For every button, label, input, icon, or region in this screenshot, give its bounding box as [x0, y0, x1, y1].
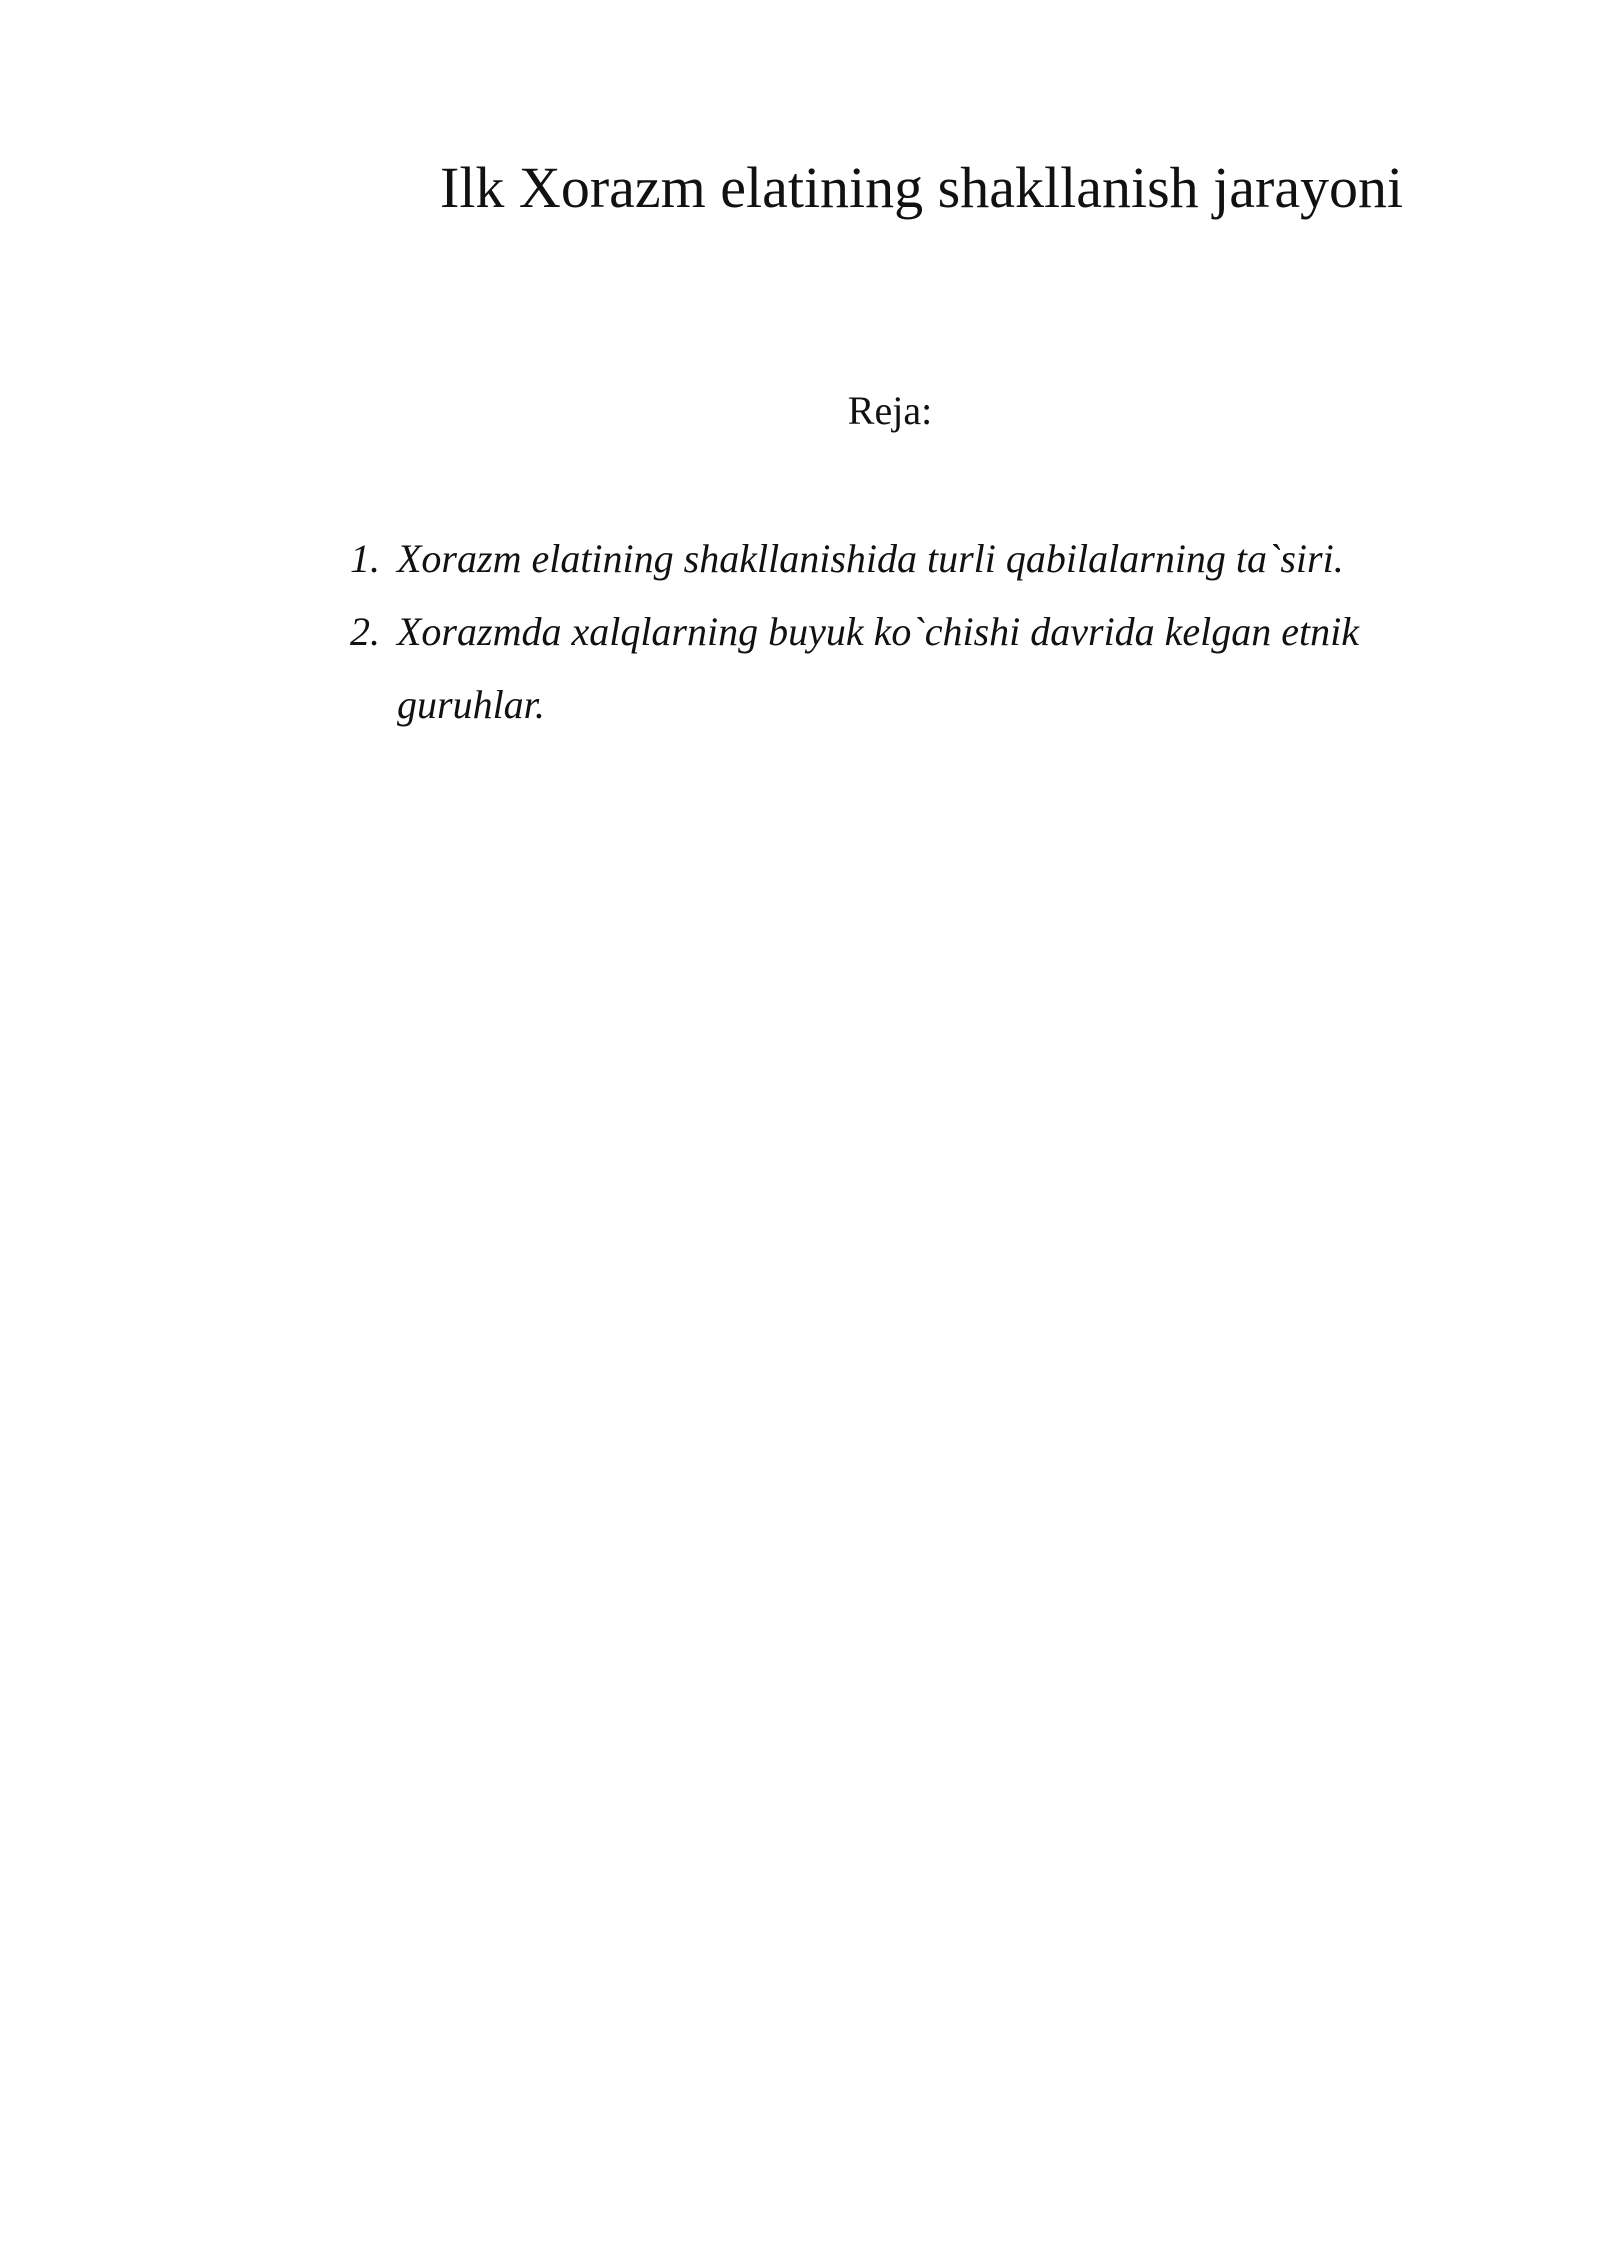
plan-item-text: Xorazmda xalqlarning buyuk ko`chishi davrida kelgan etnik guruhlar.	[397, 609, 1360, 727]
plan-item-number: 2.	[350, 609, 380, 654]
plan-item-number: 1.	[350, 536, 380, 581]
plan-item-text: Xorazm elatining shakllanishida turli qabilalarning ta`siri.	[397, 536, 1344, 581]
plan-heading: Reja:	[847, 388, 933, 433]
document-title: Ilk Xorazm elatining shakllanish jarayoni	[440, 155, 1404, 220]
plan-item-2	[350, 595, 1470, 741]
plan-list	[350, 522, 1470, 741]
plan-item-1	[350, 522, 1470, 595]
